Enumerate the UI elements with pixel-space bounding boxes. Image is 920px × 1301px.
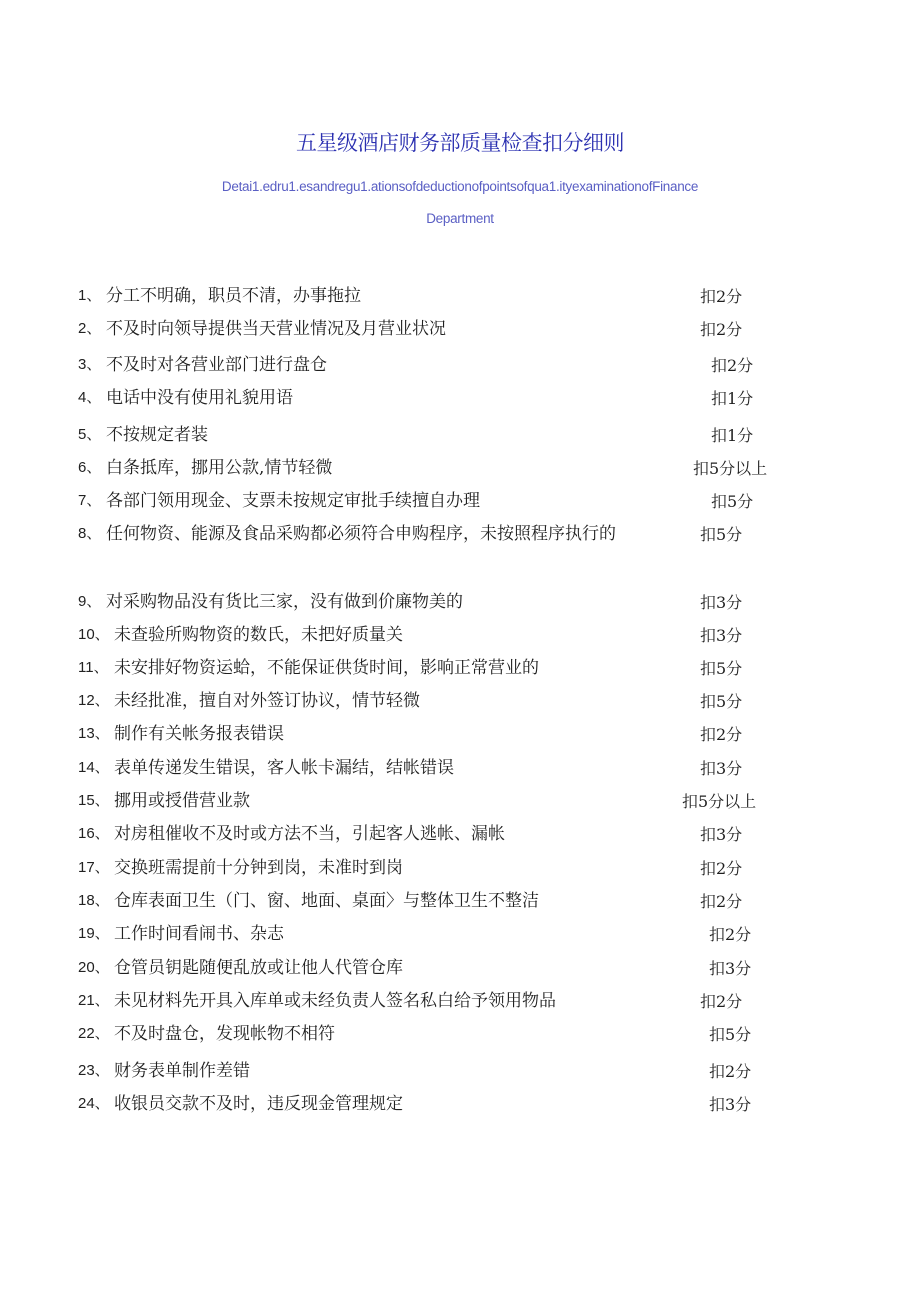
- document-subtitle-line2: Department: [426, 211, 494, 226]
- rule-item: [0, 1055, 920, 1085]
- rule-penalty: 扣2分: [711, 356, 754, 375]
- rule-item: [0, 685, 920, 715]
- rule-penalty: 扣2分: [700, 287, 743, 306]
- rule-text: 任何物资、能源及食品采购都必须符合申购程序，未按照程序执行的: [106, 524, 616, 544]
- rule-penalty: 扣2分: [700, 892, 743, 911]
- rule-text: 财务表单制作差错: [114, 1061, 250, 1081]
- rule-number: 2、: [78, 320, 102, 337]
- rule-item: [0, 718, 920, 748]
- rule-penalty: 扣5分: [700, 692, 743, 711]
- rule-item: [0, 952, 920, 982]
- rule-text: 交换班需提前十分钟到岗，未准时到岗: [114, 858, 403, 878]
- rule-text: 未经批准，擅自对外签订协议，情节轻微: [114, 691, 420, 711]
- rule-penalty: 扣3分: [700, 593, 743, 612]
- rule-number: 22、: [78, 1025, 110, 1042]
- rule-number: 5、: [78, 426, 102, 443]
- rule-item: [0, 280, 920, 310]
- rule-item: [0, 313, 920, 343]
- rule-number: 8、: [78, 525, 102, 542]
- rule-text: 挪用或授借营业款: [114, 791, 250, 811]
- rule-item: [0, 652, 920, 682]
- rule-item: [0, 1088, 920, 1118]
- rule-number: 23、: [78, 1062, 110, 1079]
- rule-text: 制作有关帐务报表错误: [114, 724, 284, 744]
- rule-penalty: 扣2分: [700, 320, 743, 339]
- rule-penalty: 扣2分: [709, 1062, 752, 1081]
- rule-penalty: 扣5分以上: [682, 792, 757, 811]
- rule-penalty: 扣3分: [709, 959, 752, 978]
- rule-number: 16、: [78, 825, 110, 842]
- rule-text: 不按规定者装: [106, 425, 208, 445]
- rule-text: 工作时间看闹书、杂志: [114, 924, 284, 944]
- rule-item: [0, 349, 920, 379]
- rule-penalty: 扣3分: [709, 1095, 752, 1114]
- rule-penalty: 扣5分: [700, 525, 743, 544]
- rule-item: [0, 785, 920, 815]
- rule-penalty: 扣1分: [711, 426, 754, 445]
- rule-number: 11、: [78, 659, 109, 676]
- rule-item: [0, 1018, 920, 1048]
- rule-number: 3、: [78, 356, 102, 373]
- document-subtitle-line1: Detai1.edru1.esandregu1.ationsofdeductionofpointsofqua1.ityexaminationofFinance: [221, 179, 699, 194]
- rule-penalty: 扣5分以上: [693, 459, 768, 478]
- rule-number: 12、: [78, 692, 110, 709]
- rule-number: 10、: [78, 626, 110, 643]
- rule-number: 7、: [78, 492, 102, 509]
- rule-item: [0, 752, 920, 782]
- rule-text: 收银员交款不及时，违反现金管理规定: [114, 1094, 403, 1114]
- document-title: 五星级酒店财务部质量检查扣分细则: [296, 131, 624, 155]
- rule-number: 18、: [78, 892, 110, 909]
- rule-item: [0, 885, 920, 915]
- rule-item: [0, 485, 920, 515]
- rule-item: [0, 619, 920, 649]
- rule-item: [0, 918, 920, 948]
- rule-number: 19、: [78, 925, 110, 942]
- rule-number: 21、: [78, 992, 110, 1009]
- rule-text: 表单传递发生错误，客人帐卡漏结，结帐错误: [114, 758, 454, 778]
- rule-number: 17、: [78, 859, 110, 876]
- rule-item: [0, 419, 920, 449]
- rule-penalty: 扣2分: [700, 992, 743, 1011]
- rule-text: 各部门领用现金、支票未按规定审批手续擅自办理: [106, 491, 480, 511]
- rule-number: 13、: [78, 725, 110, 742]
- rule-text: 电话中没有使用礼貌用语: [106, 388, 293, 408]
- rule-text: 不及时向领导提供当天营业情况及月营业状况: [106, 319, 446, 339]
- rule-item: [0, 382, 920, 412]
- rule-item: [0, 586, 920, 616]
- rule-penalty: 扣1分: [711, 389, 754, 408]
- rule-number: 9、: [78, 593, 102, 610]
- rule-penalty: 扣3分: [700, 825, 743, 844]
- rule-text: 未安排好物资运蛤，不能保证供货时间，影响正常营业的: [114, 658, 539, 678]
- rule-item: [0, 518, 920, 548]
- rule-penalty: 扣3分: [700, 759, 743, 778]
- rule-number: 20、: [78, 959, 110, 976]
- rule-text: 不及时盘仓，发现帐物不相符: [114, 1024, 335, 1044]
- rule-penalty: 扣2分: [700, 859, 743, 878]
- rule-text: 未查验所购物资的数氏，未把好质量关: [114, 625, 403, 645]
- rule-text: 仓管员钥匙随便乱放或让他人代管仓库: [114, 958, 403, 978]
- rule-penalty: 扣5分: [711, 492, 754, 511]
- rule-number: 6、: [78, 459, 102, 476]
- rule-item: [0, 852, 920, 882]
- rule-number: 1、: [78, 287, 102, 304]
- rule-text: 白条抵库，挪用公款,情节轻微: [106, 458, 333, 478]
- rule-text: 对采购物品没有货比三家，没有做到价廉物美的: [106, 592, 463, 612]
- rule-number: 24、: [78, 1095, 110, 1112]
- rule-number: 15、: [78, 792, 110, 809]
- rule-penalty: 扣3分: [700, 626, 743, 645]
- rule-item: [0, 985, 920, 1015]
- rule-penalty: 扣2分: [700, 725, 743, 744]
- rule-number: 14、: [78, 759, 110, 776]
- rule-text: 对房租催收不及时或方法不当，引起客人逃帐、漏帐: [114, 824, 505, 844]
- rule-text: 分工不明确，职员不清，办事拖拉: [106, 286, 361, 306]
- rule-penalty: 扣2分: [709, 925, 752, 944]
- rule-text: 仓库表面卫生（门、窗、地面、桌面〉与整体卫生不整洁: [114, 891, 539, 911]
- rule-number: 4、: [78, 389, 102, 406]
- rule-item: [0, 818, 920, 848]
- rule-penalty: 扣5分: [700, 659, 743, 678]
- rule-item: [0, 452, 920, 482]
- rule-text: 未见材料先开具入库单或未经负责人签名私白给予领用物品: [114, 991, 556, 1011]
- rule-text: 不及时对各营业部门进行盘仓: [106, 355, 327, 375]
- rule-penalty: 扣5分: [709, 1025, 752, 1044]
